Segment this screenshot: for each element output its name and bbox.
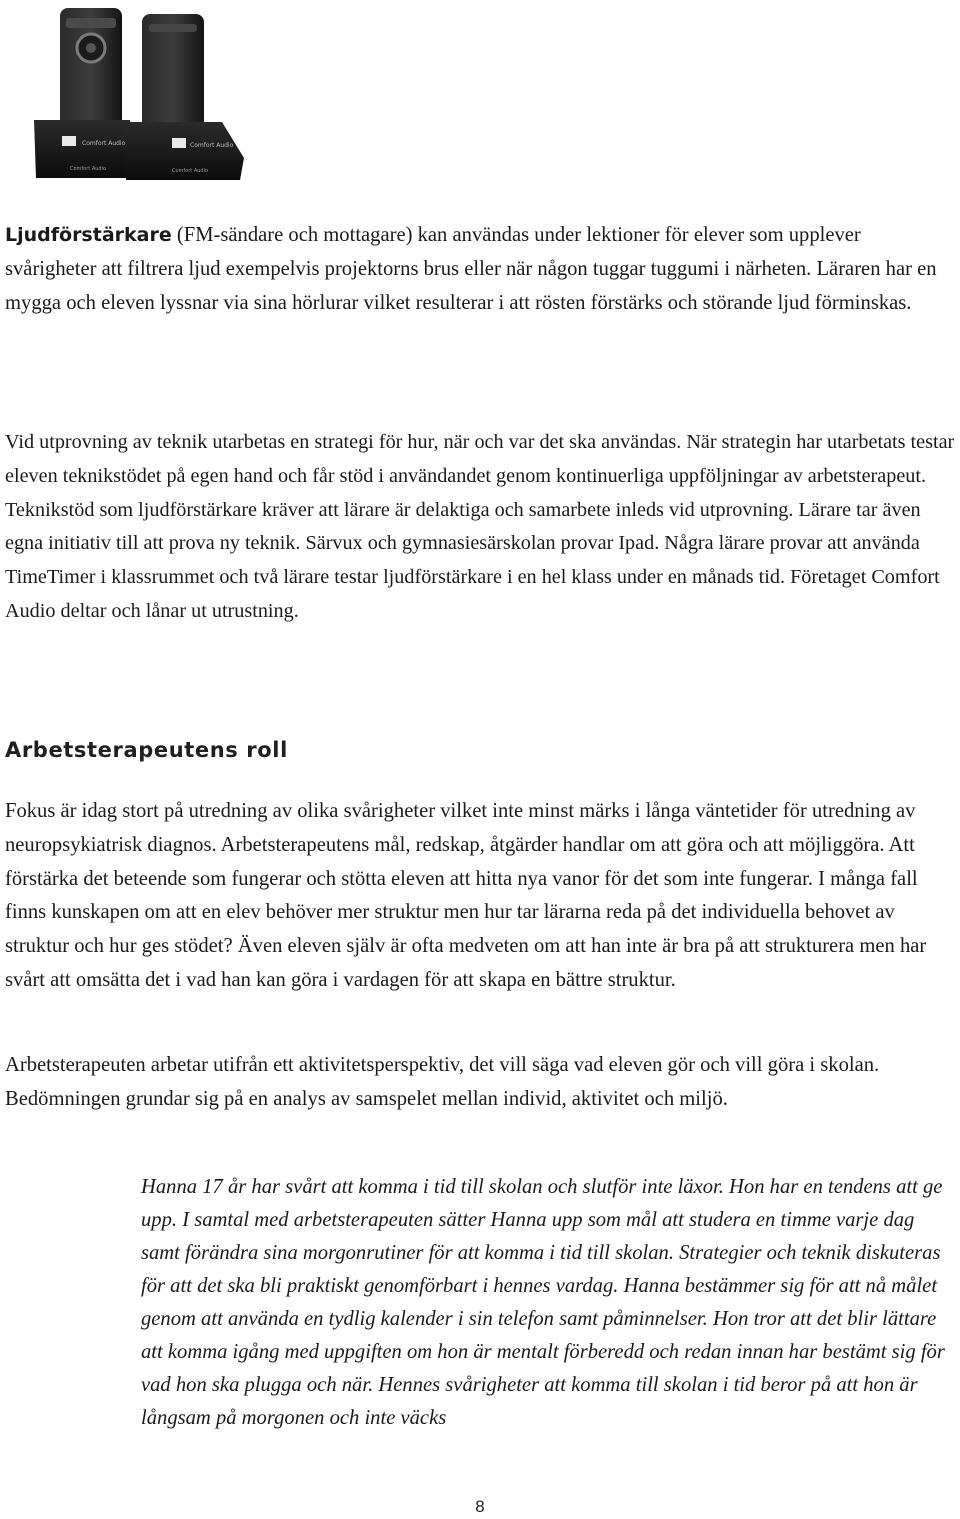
paragraph-aktivitetsperspektiv: Arbetsterapeuten arbetar utifrån ett aktivitetsperspektiv, det vill säga vad eleven gör och vill göra i skolan. Bedömningen grundar sig på en analys av samspelet mellan individ, aktivitet och miljö. [5,1054,880,1110]
brand-label-left: Comfort Audio [82,140,126,147]
brand-label-right: Comfort Audio [190,142,234,149]
product-photo [22,0,262,195]
section-heading: Arbetsterapeutens roll [5,738,288,762]
paragraph-ljudforstarkare [5,219,955,320]
paragraph-text: (FM-sändare och mottagare) kan användas under lektioner för elever som upplever svårigheter att filtrera ljud exempelvis projektorns brus eller när någon tuggar tuggumi i närheten. Läraren har en mygga och eleven lyssnar via sina hörlurar vilket resulterar i att rösten förstärks och störande ljud förminskas. [5,224,937,314]
paragraph-utprovning: Vid utprovning av teknik utarbetas en strategi för hur, när och var det ska användas. När strategin har utarbetats testar eleven teknikstödet på egen hand och får stöd i användandet genom kontinuerliga uppföljningar av arbetsterapeut. Teknikstöd som ljudförstärkare kräver att lärare är delaktiga och samarbete inleds vid utprovning. Lärare tar även egna initiativ till att prova ny teknik. Särvux och gymnasiesärskolan provar Ipad. Några lärare provar att använda TimeTimer i klassrummet och två lärare testar ljudförstärkare i en hel klass under en månads tid. Företaget Comfort Audio deltar och lånar ut utrustning. [5,431,955,622]
fm-transmitter-receiver-image [22,0,262,195]
base-label-right: Comfort Audio [172,168,209,174]
case-example-hanna: Hanna 17 år har svårt att komma i tid till skolan och slutför inte läxor. Hon har en tendens att ge upp. I samtal med arbetsterapeuten sätter Hanna upp som mål att studera en timme varje dag samt förändra sina morgonrutiner för att komma i tid till skolan. Strategier och teknik diskuteras för att det ska bli praktiskt genomförbart i hennes vardag. Hanna bestämmer sig för att nå målet genom att använda en tydlig kalender i sin telefon samt påminnelser. Hon tror att det blir lättare att komma igång med uppgiften om hon är mentalt förberedd och redan innan har bestämt sig för vad hon ska plugga och när. Hennes svårigheter att komma till skolan i tid beror på att hon är långsam på morgonen och inte väcks [141,1176,945,1429]
bold-term: Ljudförstärkare [5,224,172,246]
receiver-device [142,14,204,138]
base-label-left: Comfort Audio [70,166,107,172]
page-number: 8 [475,1497,485,1516]
paragraph-fokus: Fokus är idag stort på utredning av olika svårigheter vilket inte minst märks i långa väntetider för utredning av neuropsykiatrisk diagnos. Arbetsterapeutens mål, redskap, åtgärder handlar om att göra och att möjliggöra. Att förstärka det beteende som fungerar och stötta eleven att hitta nya vanor för det som inte fungerar. I många fall finns kunskapen om att en elev behöver mer struktur men hur tar lärarna reda på det individuella behovet av struktur och hur ges stödet? Även eleven själv är ofta medveten om att han inte är bra på att strukturera men har svårt att omsätta det i vad han kan göra i vardagen för att skapa en bättre struktur. [5,800,927,991]
